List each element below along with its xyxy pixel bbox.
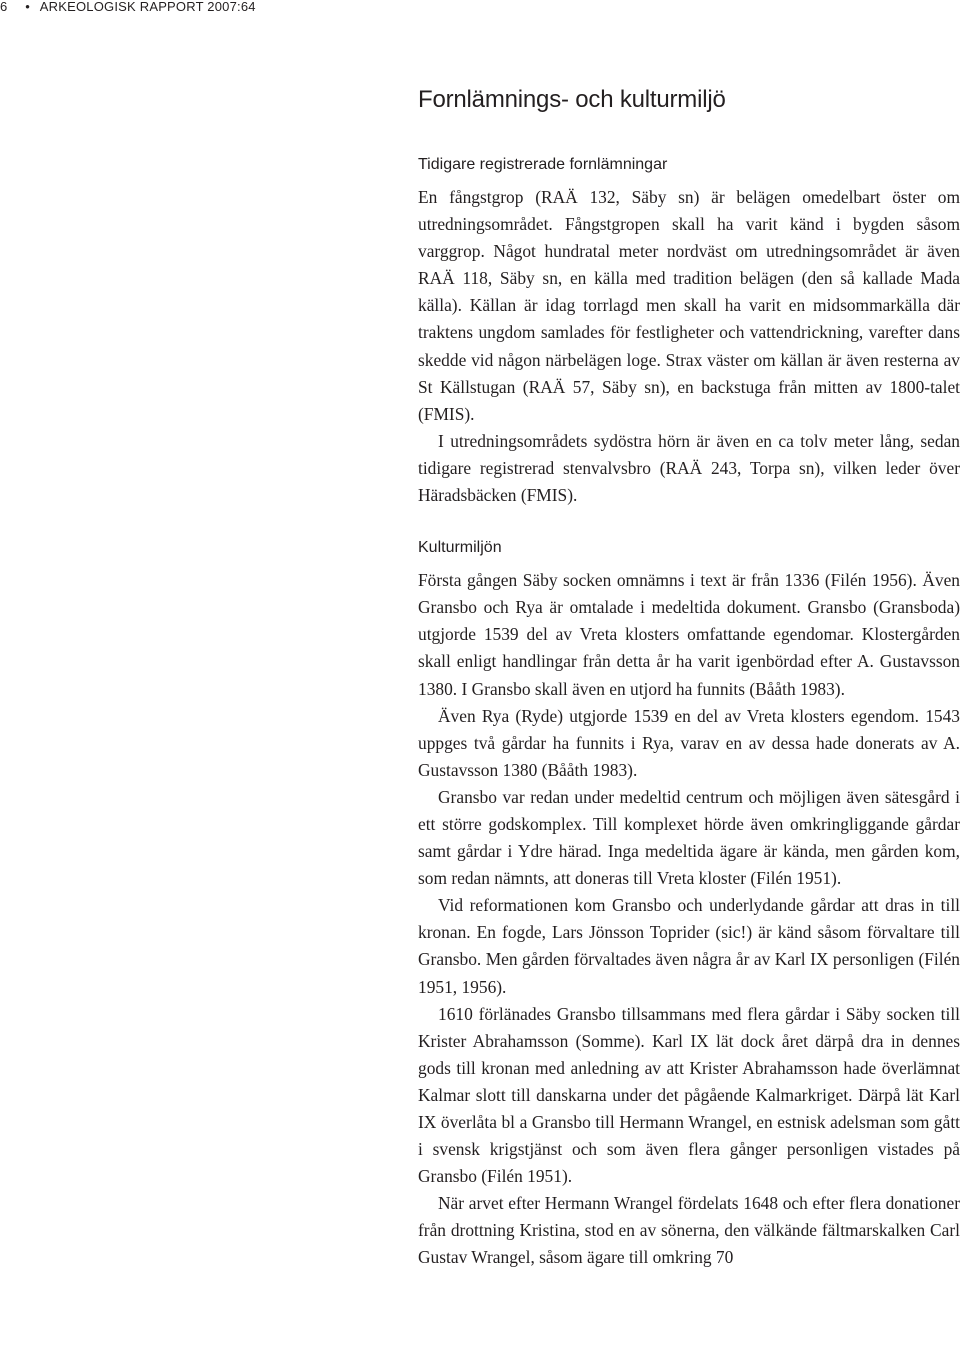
- bullet-separator: •: [25, 0, 30, 14]
- running-head: [0, 0, 256, 14]
- paragraph: En fångstgrop (RAÄ 132, Säby sn) är belägen omedelbart öster om utredningsområdet. Fångstgropen skall ha varit känd i bygden såsom varggrop. Något hundratal meter nordväst om utredningsområdet är även RAÄ 118, Säby sn, en källa med tradition belägen (den så kallade Mada källa). Källan är idag torrlagd men skall ha varit en midsommarkälla där traktens ungdom samlades för festligheter och vattendrickning, varefter dans skedde vid någon närbelägen loge. Strax väster om källan är även resterna av St Källstugan (RAÄ 57, Säby sn), en backstuga från mitten av 1800-talet (FMIS).: [418, 187, 960, 424]
- section-heading: Kulturmiljön: [418, 539, 502, 557]
- section-heading: Tidigare registrerade fornlämningar: [418, 156, 668, 173]
- paragraph: 1610 förlänades Gransbo tillsammans med flera gårdar i Säby socken till Krister Abrahamsson (Somme). Karl IX lät dock året därpå dra in dennes gods till kronan med anledning av att Krister Abrahamsson hade överlämnat Kalmar slott till danskarna under det pågående Kalmarkriget. Därpå lät Karl IX överlåta bl a Gransbo till Hermann Wrangel, en estnisk adelsman som gått i svensk krigstjänst och som även flera gånger personligen vistades på Gransbo (Filén 1951).: [418, 1003, 960, 1187]
- publication-name: ARKEOLOGISK RAPPORT 2007:64: [39, 0, 256, 14]
- paragraph: Även Rya (Ryde) utgjorde 1539 en del av Vreta klosters egendom. 1543 uppges två gårdar ha funnits i Rya, varav en av dessa hade donerats av A. Gustavsson 1380 (Bååth 1983).: [418, 705, 960, 780]
- main-content: [418, 86, 960, 1301]
- paragraph: Första gången Säby socken omnämns i text är från 1336 (Filén 1956). Även Gransbo och Rya är omtalade i medeltida dokument. Gransbo (Gransboda) utgjorde 1539 del av Vreta klosters omfattande egendomar. Klostergården skall enligt handlingar från detta år ha varit igenbördad efter A. Gustavsson 1380. I Gransbo skall även en utjord ha funnits (Bååth 1983).: [418, 570, 960, 699]
- paragraph: När arvet efter Hermann Wrangel fördelats 1648 och efter flera donationer från drottning Kristina, stod en av sönerna, den välkände fältmarskalken Carl Gustav Wrangel, såsom ägare till omkring 70: [418, 1193, 960, 1268]
- section-registered-remains: [418, 155, 960, 509]
- paragraph: Vid reformationen kom Gransbo och underlydande gårdar att dras in till kronan. En fogde, Lars Jönsson Toprider (sic!) är känd såsom förvaltare till Gransbo. Men gården förvaltades även några år av Karl IX personligen (Filén 1951, 1956).: [418, 895, 960, 997]
- paragraph: I utredningsområdets sydöstra hörn är även en ca tolv meter lång, sedan tidigare registrerad stenvalvsbro (RAÄ 243, Torpa sn), vilken leder över Häradsbäcken (FMIS).: [418, 430, 960, 506]
- section-cultural-environment: [418, 538, 960, 1271]
- paragraph: Gransbo var redan under medeltid centrum och möjligen även sätesgård i ett större godskomplex. Till komplexet hörde även omkringliggande gårdar samt gårdar i Ydre härad. Inga medeltida ägare är kända, men gården kom, som redan nämnts, att doneras till Vreta kloster (Filén 1951).: [418, 786, 960, 889]
- chapter-title: Fornlämnings- och kulturmiljö: [418, 86, 726, 113]
- page-number: 6: [0, 0, 8, 14]
